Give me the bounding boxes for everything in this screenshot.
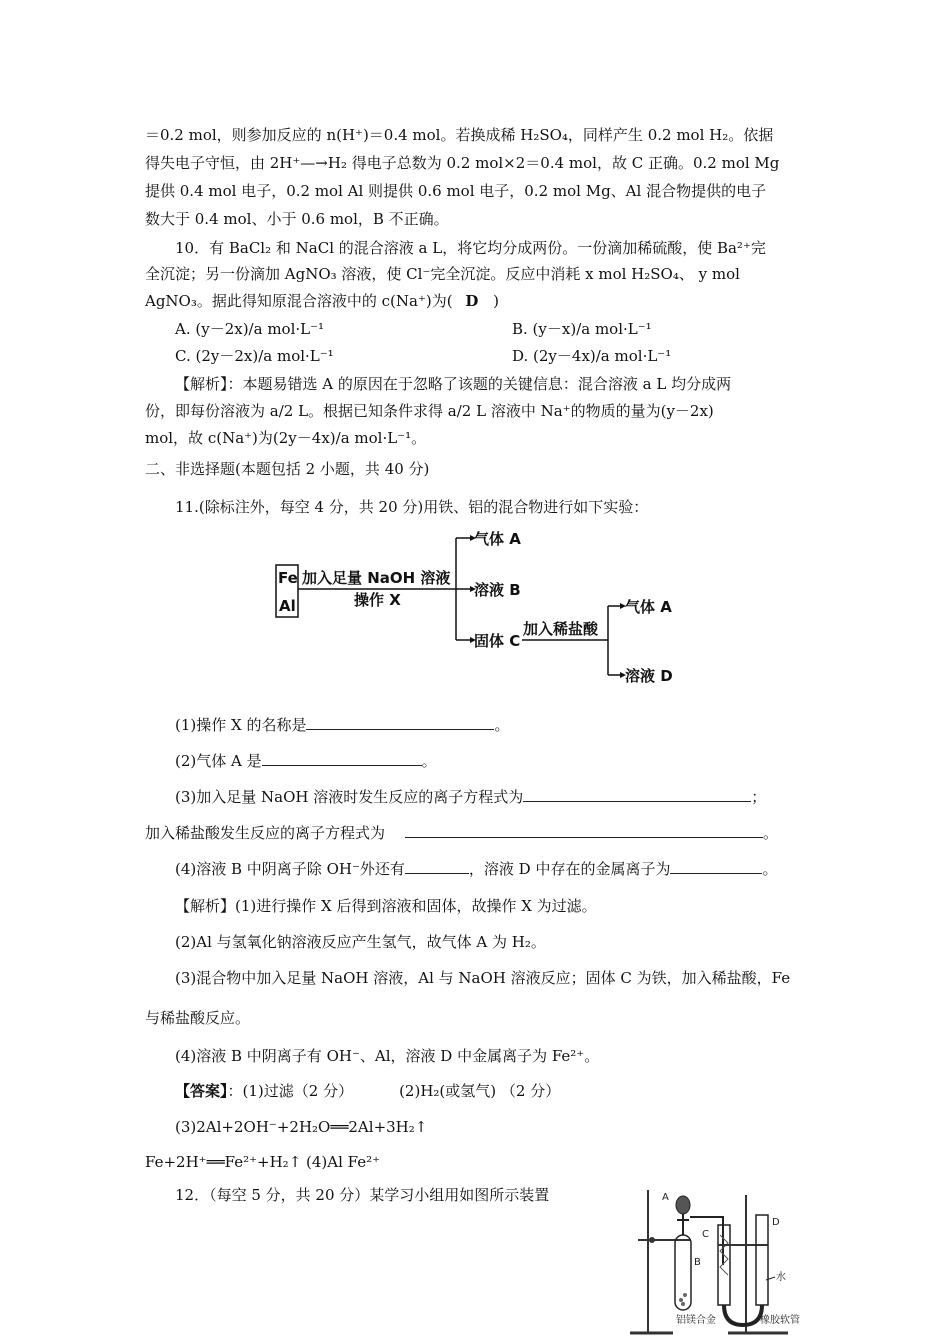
answer-blank[interactable] <box>262 751 422 766</box>
question-10-line <box>145 291 499 311</box>
punctuation: 。 <box>763 824 779 842</box>
answer-blank[interactable] <box>405 859 469 874</box>
explanation-10: 份，即每份溶液为 a/2 L。根据已知条件求得 a/2 L 溶液中 Na⁺的物质的量为(y－2x) <box>145 402 714 420</box>
question-12-stem: 12．（每空 5 分，共 20 分）某学习小组用如图所示装置 <box>175 1186 550 1204</box>
question-11-3b <box>145 823 778 843</box>
step1-operation: 操作 X <box>354 591 401 609</box>
section-heading: 二、非选择题(本题包括 2 小题，共 40 分) <box>145 460 430 478</box>
explanation-11: (2)Al 与氢氧化钠溶液反应产生氢气，故气体 A 为 H₂。 <box>175 933 546 951</box>
question-11-2 <box>175 751 437 771</box>
question-11-3 <box>175 787 766 807</box>
explanation-11: (3)混合物中加入足量 NaOH 溶液，Al 与 NaOH 溶液反应；固体 C 为铁，加入稀盐酸，Fe <box>175 969 791 987</box>
label-a: A <box>662 1192 669 1203</box>
question-11-2-text: (2)气体 A 是 <box>175 752 262 770</box>
step2-label: 加入稀盐酸 <box>523 620 599 638</box>
answer-4: Fe+2H⁺══Fe²⁺+H₂↑ (4)Al Fe²⁺ <box>145 1153 381 1171</box>
answer-blank[interactable] <box>670 859 762 874</box>
rubber-tube-label: 橡胶软管 <box>760 1315 800 1326</box>
answer-3: (3)2Al+2OH⁻+2H₂O══2Al+3H₂↑ <box>175 1118 428 1136</box>
question-10-answer: D <box>465 292 479 310</box>
solution-b-label: 溶液 B <box>474 581 521 599</box>
explanation-10: 【解析】：本题易错选 A 的原因在于忽略了该题的关键信息：混合溶液 a L 均分成两 <box>175 375 732 393</box>
question-10-close: ) <box>493 292 500 310</box>
gas-a2-label: 气体 A <box>625 598 672 616</box>
option-d: D. (2y－4x)/a mol·L⁻¹ <box>512 347 672 365</box>
answer-2: (2)H₂(或氢气) （2 分） <box>399 1082 561 1100</box>
solution-d-label: 溶液 D <box>625 667 673 685</box>
explanation-11: (4)溶液 B 中阴离子有 OH⁻、Al，溶液 D 中金属离子为 Fe²⁺。 <box>175 1047 600 1065</box>
answer-label: 【答案】 <box>175 1082 228 1100</box>
text-line: 得失电子守恒，由 2H⁺—→H₂ 得电子总数为 0.2 mol×2＝0.4 mol，故 C 正确。0.2 mol Mg <box>145 154 780 172</box>
alloy-label <box>676 1313 716 1326</box>
answer-1: ：(1)过滤（2 分） <box>227 1082 354 1100</box>
option-a: A. (y－2x)/a mol·L⁻¹ <box>175 320 325 338</box>
question-11-stem: 11.(除标注外，每空 4 分，共 20 分)用铁、铝的混合物进行如下实验： <box>175 498 649 516</box>
label-c: C <box>702 1229 709 1240</box>
label-al: Al <box>279 597 296 615</box>
solid-c-label: 固体 C <box>474 632 521 650</box>
question-11-1-text: (1)操作 X 的名称是 <box>175 716 307 734</box>
question-10-line: 全沉淀；另一份滴加 AgNO₃ 溶液，使 Cl⁻完全沉淀。反应中消耗 x mol H₂SO₄、 y mol <box>145 265 740 283</box>
step1-label: 加入足量 NaOH 溶液 <box>302 569 451 587</box>
text-line: 提供 0.4 mol 电子，0.2 mol Al 则提供 0.6 mol 电子，0.2 mol Mg、Al 混合物提供的电子 <box>145 182 767 200</box>
water-label: 水 <box>776 1272 786 1283</box>
question-11-3b-text: 加入稀盐酸发生反应的离子方程式为 <box>145 824 386 842</box>
question-10-stem: AgNO₃。据此得知原混合溶液中的 c(Na⁺)为( <box>145 292 453 310</box>
question-10-line: 10．有 BaCl₂ 和 NaCl 的混合溶液 a L，将它均分成两份。一份滴加稀硫酸，使 Ba²⁺完 <box>175 239 766 257</box>
gas-a-label: 气体 A <box>474 530 521 548</box>
answer-blank[interactable] <box>523 787 751 802</box>
answer-blank[interactable] <box>405 823 763 838</box>
explanation-10: mol，故 c(Na⁺)为(2y－4x)/a mol·L⁻¹。 <box>145 429 427 447</box>
alloy-text: 铝镁合金 <box>676 1315 716 1326</box>
explanation-11: 【解析】(1)进行操作 X 后得到溶液和固体，故操作 X 为过滤。 <box>175 897 597 915</box>
punctuation: 。 <box>494 716 510 734</box>
punctuation: ； <box>751 788 767 806</box>
question-11-1 <box>175 715 509 735</box>
option-c: C. (2y－2x)/a mol·L⁻¹ <box>175 347 334 365</box>
punctuation: 。 <box>421 752 437 770</box>
question-11-4-mid: ，溶液 D 中存在的金属离子为 <box>468 860 671 878</box>
apparatus-diagram <box>628 1185 803 1340</box>
label-fe: Fe <box>278 569 298 587</box>
explanation-11: 与稀盐酸反应。 <box>145 1009 251 1027</box>
text-line: ＝0.2 mol，则参加反应的 n(H⁺)＝0.4 mol。若换成稀 H₂SO₄，同样产生 0.2 mol H₂。依据 <box>145 126 774 144</box>
answer-blank[interactable] <box>306 715 494 730</box>
question-11-4-text: (4)溶液 B 中阴离子除 OH⁻外还有 <box>175 860 405 878</box>
punctuation: 。 <box>762 860 778 878</box>
option-b: B. (y－x)/a mol·L⁻¹ <box>512 320 652 338</box>
question-11-4 <box>175 859 777 879</box>
question-11-3-text: (3)加入足量 NaOH 溶液时发生反应的离子方程式为 <box>175 788 524 806</box>
text-line: 数大于 0.4 mol、小于 0.6 mol，B 不正确。 <box>145 210 449 228</box>
label-b: B <box>694 1257 701 1268</box>
flow-diagram <box>270 523 690 693</box>
answer-line <box>175 1081 560 1101</box>
label-d: D <box>772 1217 780 1228</box>
